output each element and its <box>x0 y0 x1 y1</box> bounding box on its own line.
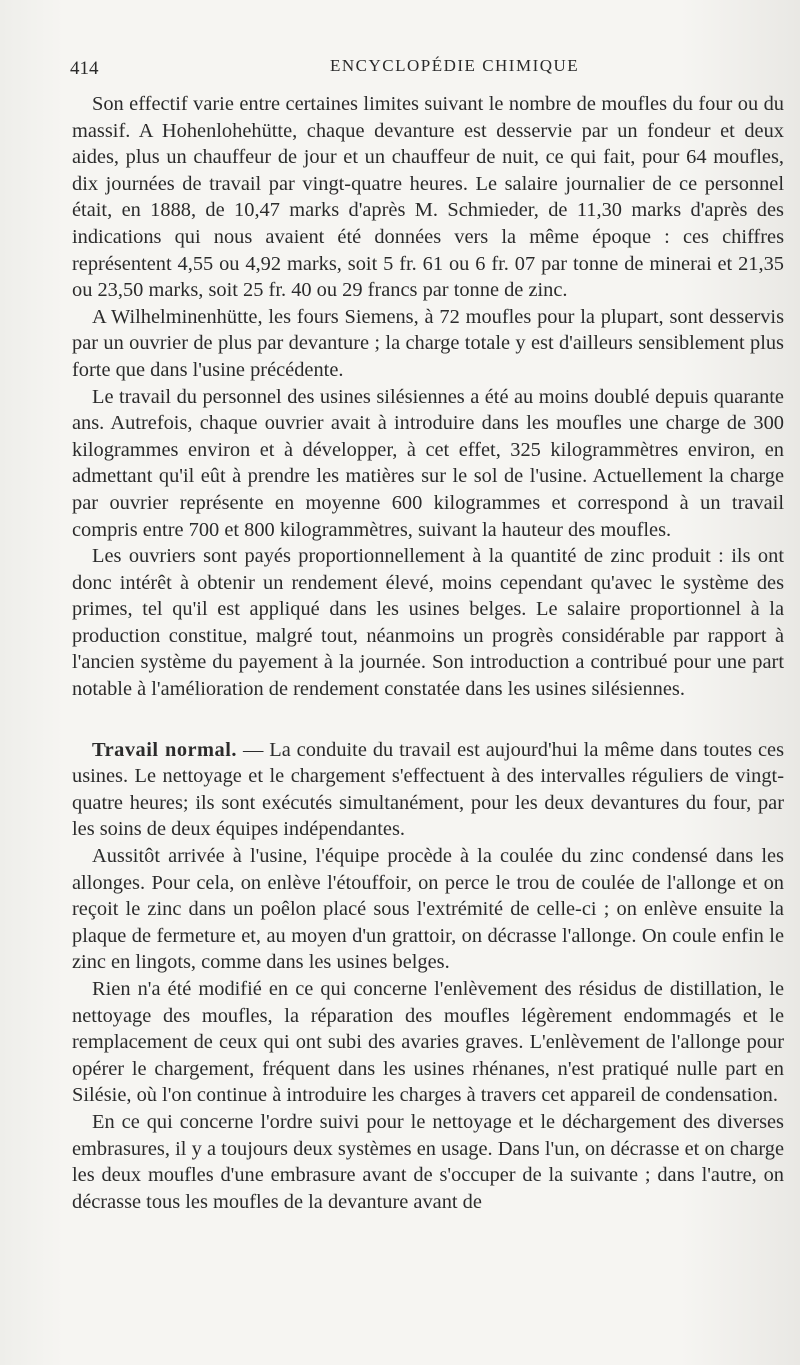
running-title: ENCYCLOPÉDIE CHIMIQUE <box>330 56 580 75</box>
body-text <box>72 91 784 1215</box>
paragraph-effectif: Son effectif varie entre certaines limites suivant le nombre de moufles du four ou du massif. A Hohenlohehütte, chaque devanture est desservie par un fondeur et deux aides, plus un chauffeur de jour et un chauffeur de nuit, ce qui fait, pour 64 moufles, dix journées de travail par vingt-quatre heures. Le salaire journalier de ce personnel était, en 1888, de 10,47 marks d'après M. Schmieder, de 11,30 marks d'après des indications qui nous avaient été données vers la même époque : ces chiffres représentent 4,55 ou 4,92 marks, soit 5 fr. 61 ou 6 fr. 07 par tonne de minerai et 21,35 ou 23,50 marks, soit 25 fr. 40 ou 29 francs par tonne de zinc. <box>72 93 784 302</box>
paragraph-coulee-zinc: Aussitôt arrivée à l'usine, l'équipe procède à la coulée du zinc condensé dans les allonges. Pour cela, on enlève l'étouffoir, on perce le trou de coulée de l'allonge et on reçoit le zinc dans un poêlon placé sous l'extrémité de celle-ci ; on enlève ensuite la plaque de fermeture et, au moyen d'un grattoir, on décrasse l'allonge. On coule enfin le zinc en lingots, comme dans les usines belges. <box>72 845 784 974</box>
section-title: Travail normal. <box>92 738 238 761</box>
paragraph-travail-personnel: Le travail du personnel des usines silésiennes a été au moins doublé depuis quarante ans. Autrefois, chaque ouvrier avait à introduire dans les moufles une charge de 300 kilogrammes environ et à développer, à cet effet, 325 kilogrammètres environ, en admettant qu'il eût à prendre les matières sur le sol de l'usine. Actuellement la charge par ouvrier représente en moyenne 600 kilogrammes et correspond à un travail compris entre 700 et 800 kilogrammètres, suivant la hauteur des moufles. <box>72 385 784 541</box>
section-lead-text: — La conduite du travail est aujourd'hui la même dans toutes ces usines. Le nettoyage et le chargement s'effectuent à des intervalles réguliers de vingt-quatre heures; ils sont exécutés simultanément, pour les deux devantures du four, par les soins de deux équipes indépendantes. <box>72 738 785 841</box>
page-header <box>70 56 770 82</box>
paragraph-ordre-nettoyage: En ce qui concerne l'ordre suivi pour le nettoyage et le déchargement des diverses embrasures, il y a toujours deux systèmes en usage. Dans l'un, on décrasse et on charge les deux moufles d'une embrasure avant de s'occuper de la suivante ; dans l'autre, on décrasse tous les moufles de la devanture avant de <box>72 1110 784 1213</box>
paragraph-ouvriers-payes: Les ouvriers sont payés proportionnellement à la quantité de zinc produit : ils ont donc intérêt à obtenir un rendement élevé, moins cependant qu'avec le système des primes, tel qu'il est appliqué dans les usines belges. Le salaire proportionnel à la production constitue, malgré tout, néanmoins un progrès considérable par rapport à l'ancien système du payement à la journée. Son introduction a contribué pour une part notable à l'amélioration de rendement constatée dans les usines silésiennes. <box>72 545 784 701</box>
section-spacer <box>72 703 784 737</box>
paragraph-wilhelminenhutte: A Wilhelminenhütte, les fours Siemens, à 72 moufles pour la plupart, sont desservis par un ouvrier de plus par devanture ; la charge totale y est d'ailleurs sensiblement plus forte que dans l'usine précédente. <box>72 305 784 381</box>
paragraph-residus: Rien n'a été modifié en ce qui concerne l'enlèvement des résidus de distillation, le nettoyage des moufles, la réparation des moufles légèrement endommagés et le remplacement de ceux qui ont subi des avaries graves. L'enlèvement de l'allonge pour opérer le chargement, fréquent dans les usines rhénanes, n'est pratiqué nulle part en Silésie, où l'on continue à introduire les charges à travers cet appareil de condensation. <box>72 978 784 1107</box>
section-travail-normal <box>72 737 784 843</box>
page-number: 414 <box>70 58 99 79</box>
